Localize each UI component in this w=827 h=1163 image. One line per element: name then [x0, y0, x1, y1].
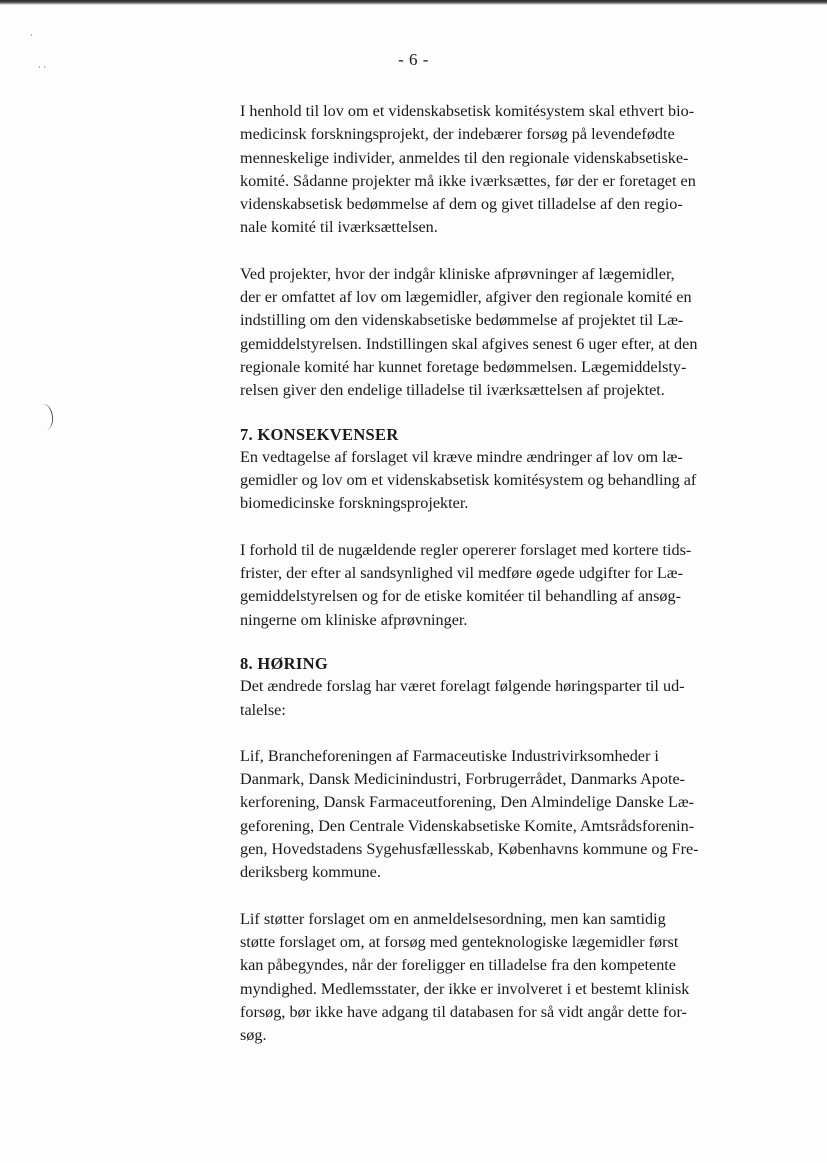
scan-speck: · ·: [38, 62, 47, 72]
paragraph-consultation-parties: Lif, Brancheforeningen af Farmaceutiske Industrivirksomheder i Danmark, Dansk Medicinindustri, Forbrugerrådet, Danmarks Apote- kerforening, Dansk Farmaceutforening, Den Almindelige Danske Læ- geforening, Den Centrale Videnskabsetiske Komite, Amtsrådsforenin- gen, Hovedstadens Sygehusfællesskab, Københavns kommune og Fre- deriksberg kommune.: [240, 746, 699, 882]
document-body: [240, 100, 760, 1047]
paragraph-committee-system: I henhold til lov om et videnskabsetisk komitésystem skal ethvert bio- medicinsk forskningsprojekt, der indebærer forsøg på levendefødte menneskelige individer, anmeldes til den regionale videnskabsetiske- komité. Sådanne projekter må ikke iværksættes, før der er foretaget en videnskabsetisk bedømmelse af dem og givet tilladelse af den regio- nale komité til iværksættelsen.: [240, 102, 696, 237]
paragraph-deadlines: I forhold til de nugældende regler opererer forslaget med kortere tids- frister, der efter al sandsynlighed vil medføre øgede udgifter for Læ- gemiddelstyrelsen og for de etiske komitéer til behandling af ansøg- ningerne om kliniske afprøvninger.: [240, 540, 692, 629]
section-heading-horing: 8. HØRING: [240, 653, 328, 673]
paragraph-clinical-trials: Ved projekter, hvor der indgår kliniske afprøvninger af lægemidler, der er omfattet af lov om lægemidler, afgiver den regionale komité en indstilling om den videnskabsetiske bedømmelse af projektet til Læ- gemiddelstyrelsen. Indstillingen skal afgives senest 6 uger efter, at den regionale komité har kunnet foretage bedømmelsen. Lægemiddelsty- relsen giver den endelige tilladelse til iværksættelsen af projektet.: [240, 264, 698, 400]
scan-speck: ·: [30, 30, 33, 40]
scan-top-edge: [0, 0, 827, 5]
margin-pen-mark: [34, 403, 54, 431]
paragraph-lif-response: Lif støtter forslaget om en anmeldelsesordning, men kan samtidig støtte forslaget om, at forsøg med genteknologiske lægemidler først kan påbegyndes, når der foreligger en tilladelse fra den kompetente myndighed. Medlemsstater, der ikke er involveret i et bestemt klinisk forsøg, bør ikke have adgang til databasen for så vidt angår dette for- søg.: [240, 909, 690, 1045]
paragraph-consultation-intro: Det ændrede forslag har været forelagt følgende høringsparter til ud- talelse:: [240, 677, 685, 719]
paragraph-consequences: En vedtagelse af forslaget vil kræve mindre ændringer af lov om læ- gemidler og lov om et videnskabsetisk komitésystem og behandling af biomedicinske forskningsprojekter.: [240, 447, 697, 513]
section-heading-konsekvenser: 7. KONSEKVENSER: [240, 424, 399, 444]
page-number: - 6 -: [398, 50, 429, 69]
